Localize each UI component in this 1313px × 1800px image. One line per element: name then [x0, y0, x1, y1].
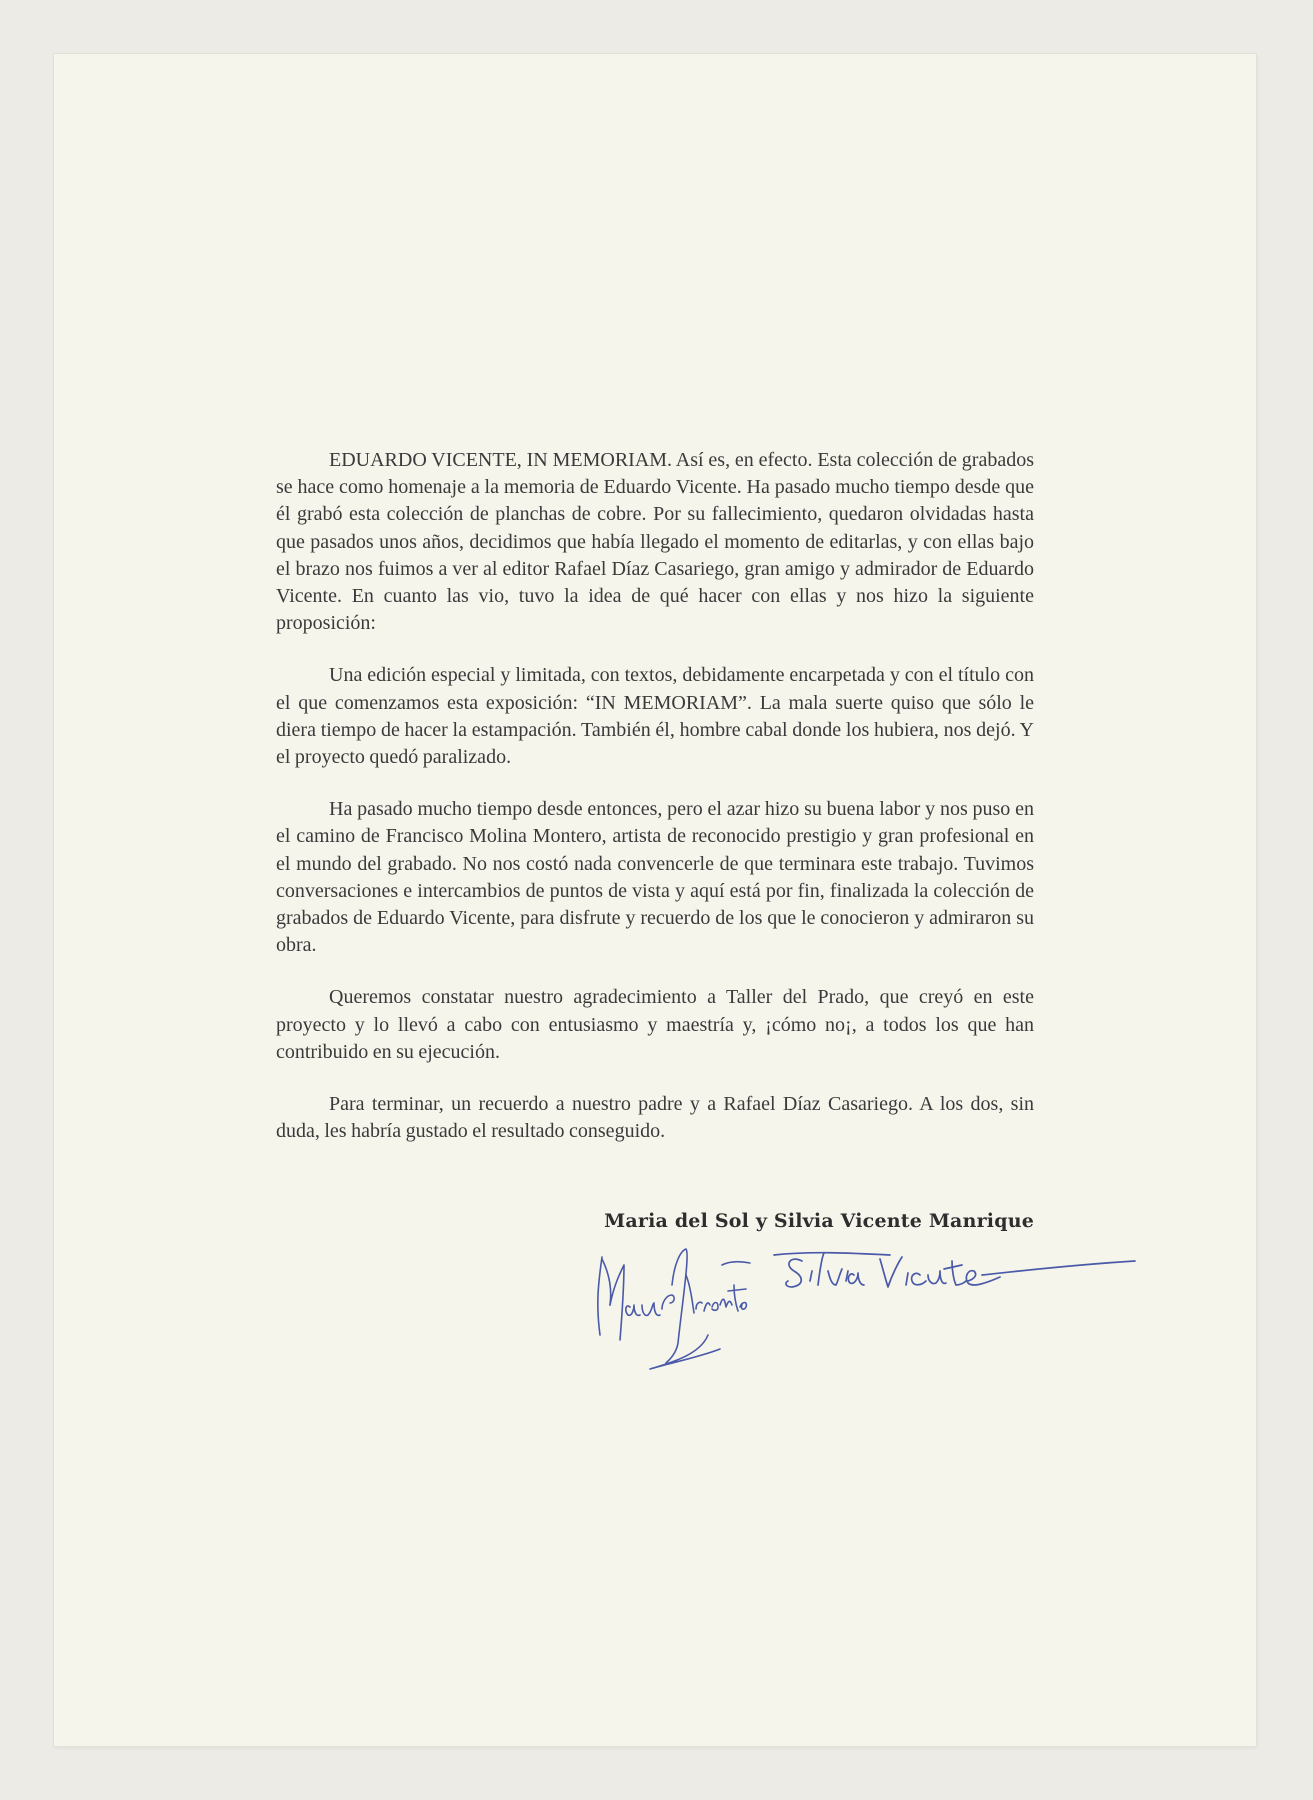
signature-maria-del-sol [598, 1249, 750, 1369]
paragraph-2: Una edición especial y limitada, con textos, debidamente encarpetada y con el título con el que comenzamos esta exposición: “IN MEMORIAM”. La mala suerte quiso que sólo le diera tiempo de hacer la estampación. También él, hombre cabal donde los hubiera, nos dejó. Y el proyecto quedó paralizado. [276, 664, 1034, 769]
authors-signature-line: Maria del Sol y Silvia Vicente Manrique [604, 1210, 1034, 1232]
handwritten-signatures [590, 1245, 1150, 1375]
letter-body [276, 447, 1034, 1145]
paragraph-4: Queremos constatar nuestro agradecimiento a Taller del Prado, que creyó en este proyecto y lo llevó a cabo con entusiasmo y maestría y, ¡cómo no¡, a todos los que han contribuido en su ejecución. [276, 986, 1034, 1063]
paragraph-5: Para terminar, un recuerdo a nuestro padre y a Rafael Díaz Casariego. A los dos, sin duda, les habría gustado el resultado conseguido. [276, 1093, 1034, 1143]
paragraph-3: Ha pasado mucho tiempo desde entonces, pero el azar hizo su buena labor y nos puso en el camino de Francisco Molina Montero, artista de reconocido prestigio y gran profesional en el mundo del grabado. No nos costó nada convencerle de que terminara este trabajo. Tuvimos conversaciones e intercambios de puntos de vista y aquí está por fin, finalizada la colección de grabados de Eduardo Vicente, para disfrute y recuerdo de los que le conocieron y admiraron su obra. [276, 798, 1034, 957]
signature-silvia [774, 1253, 1135, 1287]
paragraph-1: EDUARDO VICENTE, IN MEMORIAM. Así es, en efecto. Esta colección de grabados se hace como homenaje a la memoria de Eduardo Vicente. Ha pasado mucho tiempo desde que él grabó esta colección de planchas de cobre. Por su fallecimiento, quedaron olvidadas hasta que pasados unos años, decidimos que había llegado el momento de editarlas, y con ellas bajo el brazo nos fuimos a ver al editor Rafael Díaz Casariego, gran amigo y admirador de Eduardo Vicente. En cuanto las vio, tuvo la idea de qué hacer con ellas y nos hizo la siguiente proposición: [276, 449, 1034, 635]
